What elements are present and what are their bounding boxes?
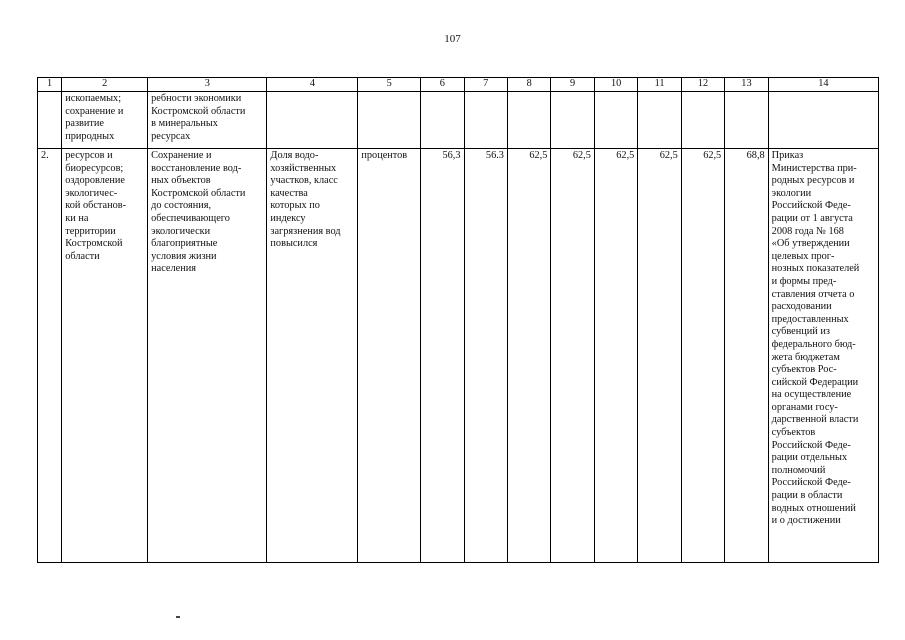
cell-goal: ресурсов и биоресурсов; оздоровление экологичес- кой обстанов- ки на территории Костромской области bbox=[62, 149, 148, 563]
cell-value bbox=[421, 92, 464, 149]
data-table bbox=[37, 77, 879, 563]
cell-row-number bbox=[38, 92, 62, 149]
cell-row-number: 2. bbox=[38, 149, 62, 563]
column-header: 3 bbox=[148, 78, 267, 92]
cell-indicator: Доля водо- хозяйственных участков, класс качества которых по индексу загрязнения вод повысился bbox=[267, 149, 358, 563]
cell-value: 62,5 bbox=[681, 149, 724, 563]
cell-indicator bbox=[267, 92, 358, 149]
cell-task: ребности экономики Костромской области в минеральных ресурсах bbox=[148, 92, 267, 149]
cell-value bbox=[638, 92, 681, 149]
cell-value bbox=[725, 92, 768, 149]
column-header: 14 bbox=[768, 78, 878, 92]
cell-value bbox=[507, 92, 550, 149]
cell-value: 68,8 bbox=[725, 149, 768, 563]
column-header: 13 bbox=[725, 78, 768, 92]
table-row bbox=[38, 149, 879, 563]
column-header: 8 bbox=[507, 78, 550, 92]
cell-value: 56,3 bbox=[421, 149, 464, 563]
cell-value bbox=[464, 92, 507, 149]
cell-goal: ископаемых; сохранение и развитие природных bbox=[62, 92, 148, 149]
cell-value: 56.3 bbox=[464, 149, 507, 563]
table-row-continued bbox=[38, 92, 879, 149]
cell-value bbox=[681, 92, 724, 149]
cell-value bbox=[594, 92, 637, 149]
column-header: 12 bbox=[681, 78, 724, 92]
cell-value: 62,5 bbox=[594, 149, 637, 563]
column-header: 4 bbox=[267, 78, 358, 92]
cell-unit bbox=[358, 92, 421, 149]
column-header: 1 bbox=[38, 78, 62, 92]
cell-task: Сохранение и восстановление вод- ных объектов Костромской области до состояния, обеспечивающего экологически благоприятные условия жизни населения bbox=[148, 149, 267, 563]
column-header: 6 bbox=[421, 78, 464, 92]
page-number: 107 bbox=[444, 33, 461, 45]
cell-value: 62,5 bbox=[507, 149, 550, 563]
cell-unit: процентов bbox=[358, 149, 421, 563]
cell-source: Приказ Министерства при- родных ресурсов и экологии Российской Феде- рации от 1 августа 2008 года № 168 «Об утверждении целевых прог- нозных показателей и формы пред- ставления отчета о расходовании предоставленных субвенций из федерального бюд- жета бюджетам субъектов Рос- сийской Федерации на осуществление органами госу- дарственной власти субъектов Российской Феде- рации отдельных полномочий Российской Феде- рации в области водных отношений и о достижении bbox=[768, 149, 878, 563]
column-header: 2 bbox=[62, 78, 148, 92]
column-header: 10 bbox=[594, 78, 637, 92]
scan-mark bbox=[176, 616, 180, 618]
cell-value: 62,5 bbox=[551, 149, 594, 563]
column-header: 7 bbox=[464, 78, 507, 92]
header-row bbox=[38, 78, 879, 92]
cell-value: 62,5 bbox=[638, 149, 681, 563]
cell-source bbox=[768, 92, 878, 149]
column-header: 11 bbox=[638, 78, 681, 92]
cell-value bbox=[551, 92, 594, 149]
column-header: 9 bbox=[551, 78, 594, 92]
column-header: 5 bbox=[358, 78, 421, 92]
